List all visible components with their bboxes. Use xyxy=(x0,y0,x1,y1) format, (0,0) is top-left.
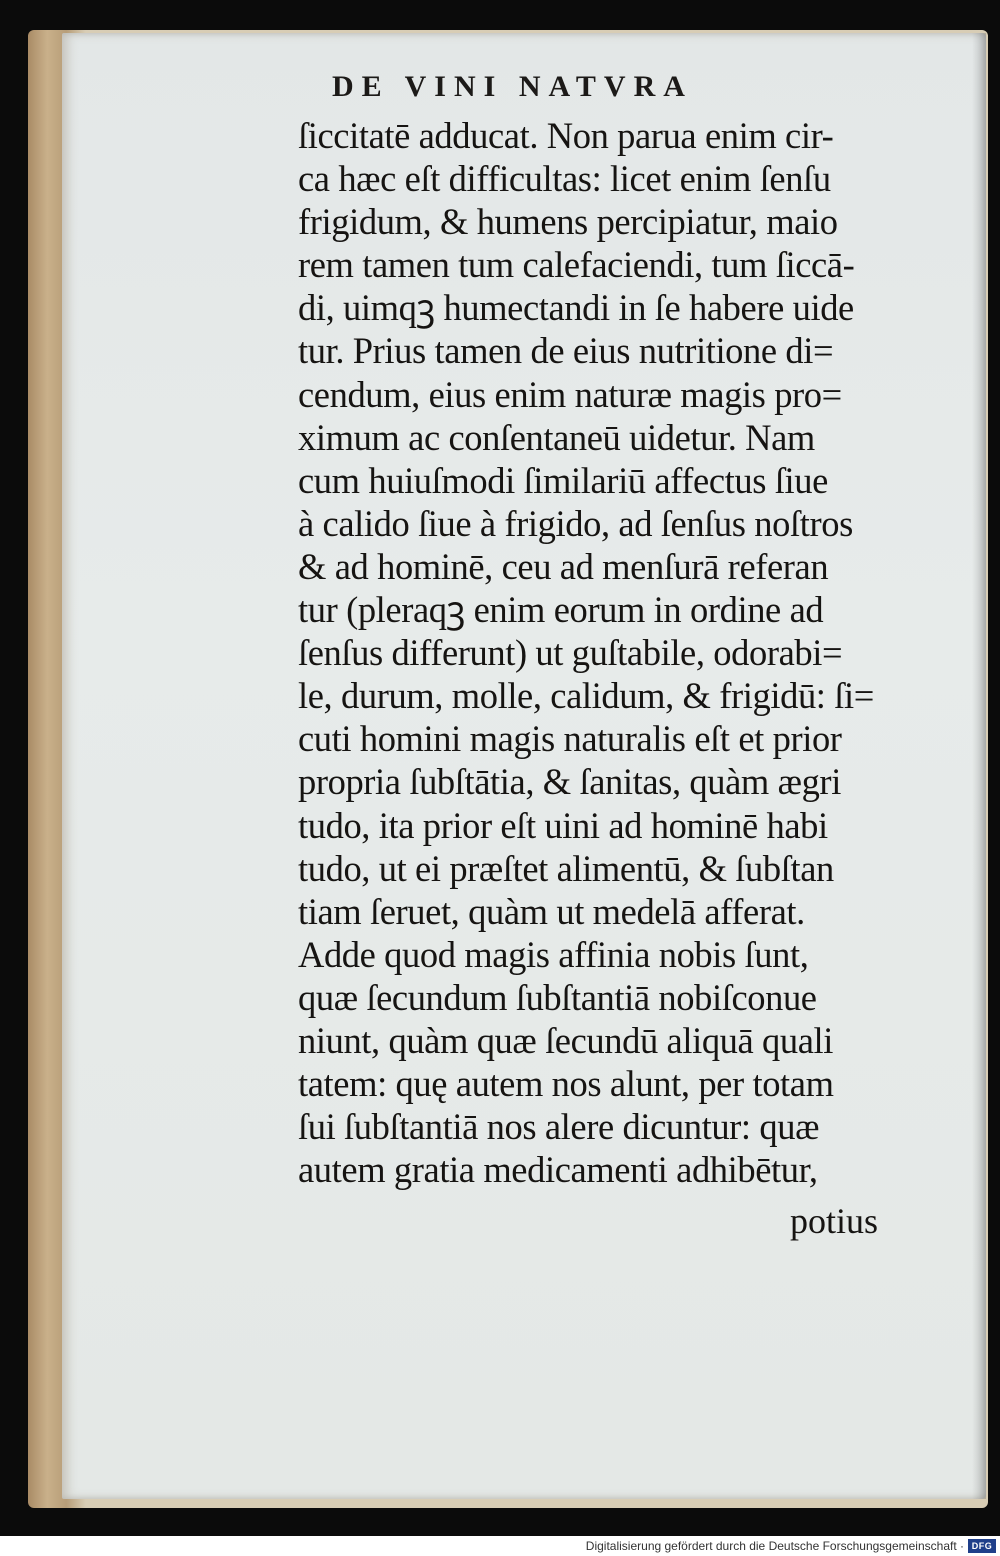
text-line: le, durum, molle, calidum, & frigidū: ſi= xyxy=(298,675,874,717)
text-line: ximum ac conſentaneū uidetur. Nam xyxy=(298,416,815,458)
text-line: tudo, ut ei præſtet alimentū, & ſubſtan xyxy=(298,847,834,889)
text-line: cendum, eius enim naturæ magis pro= xyxy=(298,373,842,415)
body-text xyxy=(298,114,916,1191)
text-line: tatem: quę autem nos alunt, per totam xyxy=(298,1063,834,1105)
digitization-footer xyxy=(0,1536,1000,1556)
text-line: rem tamen tum calefaciendi, tum ſiccā- xyxy=(298,244,855,286)
funding-credit: Digitalisierung gefördert durch die Deutsche Forschungsgemeinschaft · xyxy=(585,1539,964,1553)
text-line: tur. Prius tamen de eius nutritione di= xyxy=(298,330,834,372)
text-line: ſenſus differunt) ut guſtabile, odorabi= xyxy=(298,632,843,674)
text-line: quæ ſecundum ſubſtantiā nobiſconue xyxy=(298,976,817,1018)
text-line: propria ſubſtātia, & ſanitas, quàm ægri xyxy=(298,761,841,803)
running-head: DE VINI NATVRA xyxy=(332,70,693,103)
text-line: à calido ſiue à frigido, ad ſenſus noſtros xyxy=(298,502,853,544)
text-line: di, uimqꝫ humectandi in ſe habere uide xyxy=(298,287,854,329)
text-line: tur (pleraqꝫ enim eorum in ordine ad xyxy=(298,589,824,631)
page-gutter-shadow xyxy=(972,33,986,1499)
text-line: cum huiuſmodi ſimilariū affectus ſiue xyxy=(298,459,828,501)
dfg-logo[interactable]: DFG xyxy=(968,1539,996,1553)
text-line: ſui ſubſtantiā nos alere dicuntur: quæ xyxy=(298,1106,820,1148)
text-line: ca hæc eſt difficultas: licet enim ſenſu xyxy=(298,158,831,200)
text-line: ſiccitatē adducat. Non parua enim cir- xyxy=(298,115,834,156)
text-line: tudo, ita prior eſt uini ad hominē habi xyxy=(298,804,828,846)
text-line: tiam ſeruet, quàm ut medelā afferat. xyxy=(298,890,805,932)
text-line: frigidum, & humens percipiatur, maio xyxy=(298,201,838,243)
text-line: & ad hominē, ceu ad menſurā referan xyxy=(298,545,829,587)
text-line: niunt, quàm quæ ſecundū aliquā quali xyxy=(298,1019,834,1061)
catchword: potius xyxy=(790,1201,879,1241)
text-line: autem gratia medicamenti adhibētur, xyxy=(298,1149,818,1191)
text-line: Adde quod magis affinia nobis ſunt, xyxy=(298,933,809,975)
text-line: cuti homini magis naturalis eſt et prior xyxy=(298,718,842,760)
